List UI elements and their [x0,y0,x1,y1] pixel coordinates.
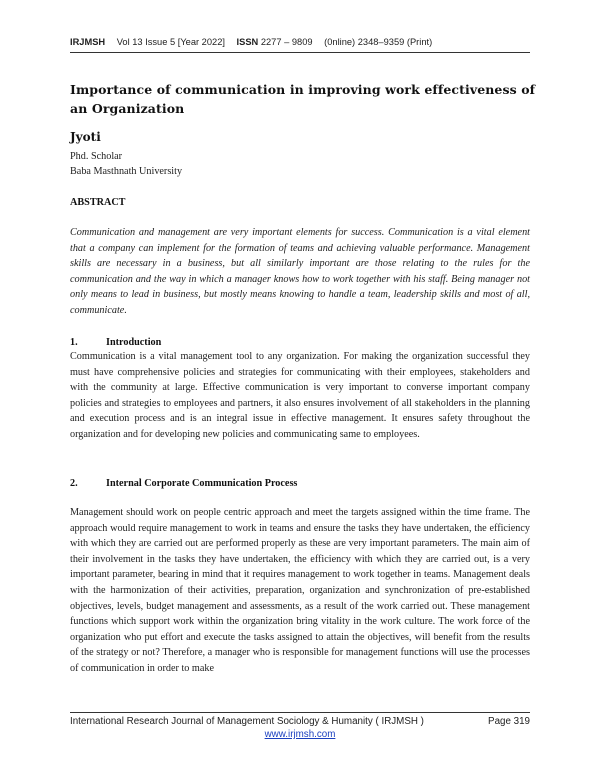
section-1-title: Introduction [106,337,162,348]
journal-abbr: IRJMSH [70,37,106,47]
author-affiliation: Baba Masthnath University [70,166,183,177]
section-2-title: Internal Corporate Communication Process [106,478,298,489]
section-1-text: Communication is a vital management tool to any organization. For making the organization successful they must have comprehensive policies and strategies for communicating with their employees, stakeholders and with the community at large. Effective communication is very important to converse important company policies and strategies to employees and partners, it also ensures involvement of all stakeholders in the planning and execution process and is an integral issue in effective management. It ensures safety throughout the organization and for developing new policies and communicating same to employees. [70,351,530,440]
year: [Year 2022] [177,37,225,47]
journal-link[interactable]: www.irjmsh.com [264,729,336,740]
issn-label: ISSN [236,37,259,47]
abstract-heading: ABSTRACT [70,197,126,208]
section-1-heading [70,337,161,348]
section-2-text: Management should work on people centric approach and meet the targets assigned within the time frame. The approach would require management to work in teams and ensure the tasks they have undertaken, the efficiency with which they are carried out are performed properly as these are very important parameters. The main aim of their involvement in the tasks they have undertaken, the efficiency with which they are carried out, is a very important parameter, bearing in mind that it requires management to work together in teams. Management deals with the harmonization of their activities, preparation, organization and synchronization of pre-established objectives, levels, budget management and assessments, as a result of the work carried out. These management functions which support work within the organization bring vitality in the work culture. The work force of the organization who put effort and execute the tasks assigned to attain the objectives, will benefit from the results of the strategy or not? Therefore, a manager who is responsible for management functions will use the processes of communication in order to make [70,507,530,674]
issn-print: 2348–9359 (Print) [357,37,433,47]
paper-title: Importance of communication in improving work effectiveness of an Organization [70,82,536,116]
author-name: Jyoti [70,130,101,144]
section-1-number: 1. [70,337,78,348]
section-2-heading [70,478,297,489]
running-header [70,37,530,47]
volume-issue: Vol 13 Issue 5 [116,37,176,47]
online-label: (0nline) [324,37,356,47]
section-2-number: 2. [70,478,78,489]
page-number: Page 319 [488,716,530,727]
header-divider [70,52,530,53]
footer-journal-name: International Research Journal of Management Sociology & Humanity ( IRJMSH ) [70,716,424,727]
author-role: Phd. Scholar [70,151,123,162]
abstract-text: Communication and management are very important elements for success. Communication is a vital element that a company can implement for the formation of teams and achieving valuable performance. Management skills are necessary in a business, but all similarly important are those relating to the rules for the communication and the way in which a manager knows how to work together with his staff. Being manager not only means to lead in business, but mostly means knowing to handle a team, leadership skills and most of all, communicate. [70,227,530,316]
issn-online: 2277 – 9809 [260,37,313,47]
running-footer [70,716,530,727]
footer-divider [70,712,530,713]
